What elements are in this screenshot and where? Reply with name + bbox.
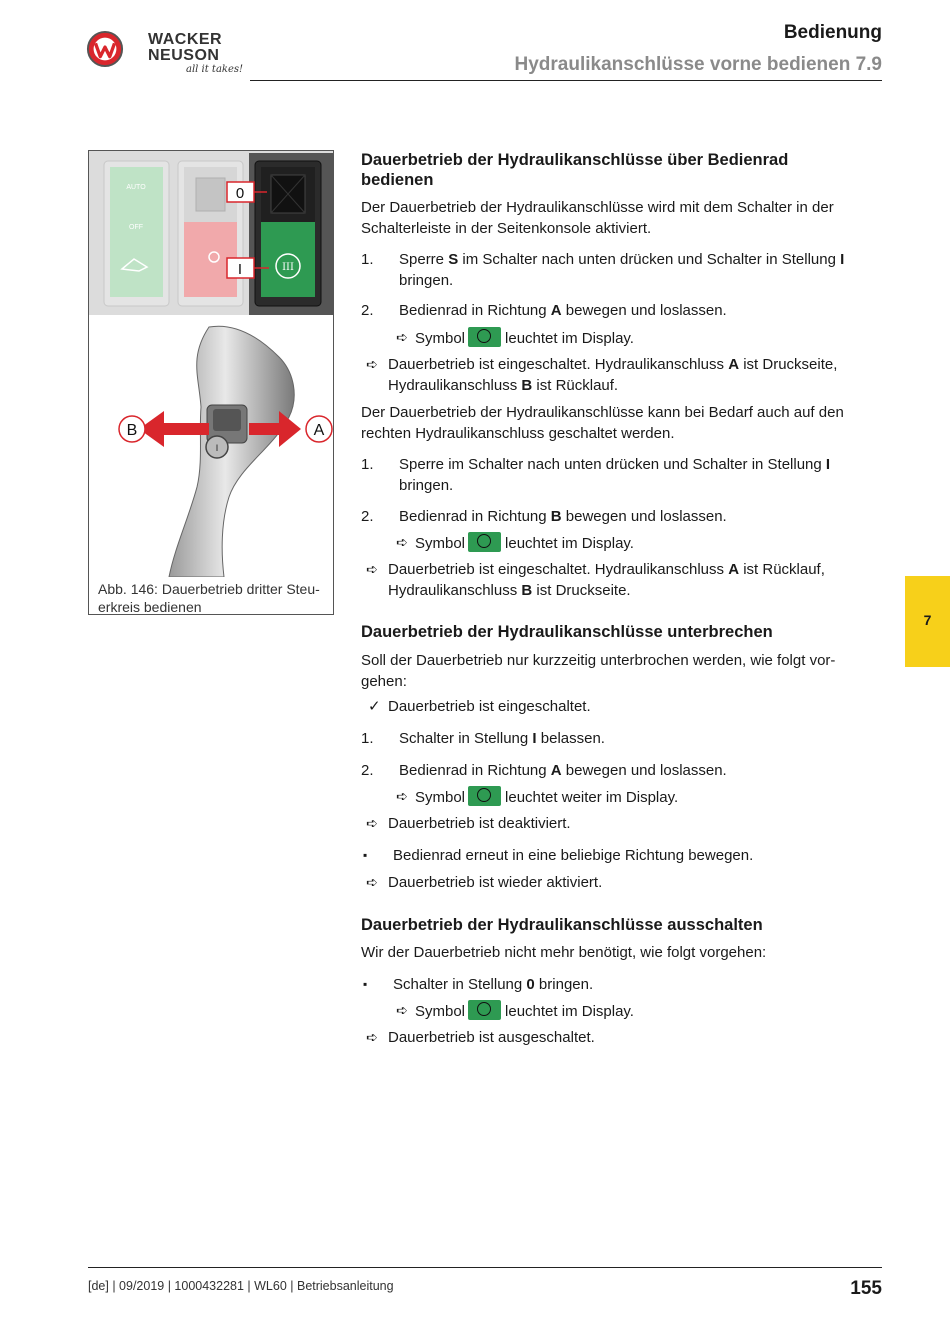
section-heading-line1: Dauerbetrieb der Hydraulikanschlüsse über Bedienrad <box>361 151 789 169</box>
result-arrow-icon: ➪ <box>396 1002 408 1018</box>
step-text: Bedienrad in Richtung B bewegen und loslassen. <box>399 508 727 525</box>
faded-label-off: OFF <box>129 224 143 231</box>
display-symbol-icon <box>468 327 501 347</box>
step-number: 2. <box>361 302 374 319</box>
sub-result-text: Symbol leuchtet weiter im Display. <box>415 786 678 808</box>
switch-panel-illustration <box>89 151 333 315</box>
step-text: Sperre S im Schalter nach unten drücken und Schalter in Stellung I bringen. <box>399 251 845 289</box>
result-arrow-icon: ➪ <box>366 874 378 890</box>
chapter-tab-number: 7 <box>923 612 932 628</box>
figure-caption-line1: Abb. 146: Dauerbetrieb dritter Steu- <box>98 581 320 597</box>
sub-result-text: Symbol leuchtet im Display. <box>415 1000 634 1022</box>
step-text: Bedienrad in Richtung A bewegen und loslassen. <box>399 302 727 319</box>
callout-label-0: 0 <box>235 185 245 202</box>
step-number: 1. <box>361 251 374 268</box>
chapter-title: Bedienung <box>783 22 882 43</box>
bullet-text: Schalter in Stellung 0 bringen. <box>393 976 594 993</box>
step-number: 2. <box>361 508 374 525</box>
page-number: 155 <box>850 1278 882 1299</box>
sub-result-text: Symbol leuchtet im Display. <box>415 327 634 349</box>
result-arrow-icon: ➪ <box>366 1029 378 1045</box>
switch-symbol-III: III <box>282 262 294 273</box>
figure-146 <box>88 150 334 615</box>
arrow-label-b: B <box>126 422 138 439</box>
result-arrow-icon: ➪ <box>366 815 378 831</box>
result-text: Dauerbetrieb ist deaktiviert. <box>388 815 571 832</box>
svg-text:I: I <box>215 443 219 453</box>
intro-line1: Der Dauerbetrieb der Hydraulikanschlüsse wird mit dem Schalter in der <box>361 199 834 216</box>
header-divider <box>250 80 882 81</box>
section-title: Hydraulikanschlüsse vorne bedienen 7.9 <box>514 54 882 75</box>
brand-name-bottom: NEUSON <box>148 47 220 64</box>
result-arrow-icon: ➪ <box>366 356 378 372</box>
arrow-label-a: A <box>313 422 325 439</box>
section-heading-line2: bedienen <box>361 171 434 189</box>
step-text: Bedienrad in Richtung A bewegen und loslassen. <box>399 762 727 779</box>
precondition-text: Dauerbetrieb ist eingeschaltet. <box>388 698 591 715</box>
brand-name-top: WACKER <box>148 31 223 48</box>
sub-result-text: Symbol leuchtet im Display. <box>415 532 634 554</box>
faded-label-auto: AUTO <box>126 184 146 191</box>
section-intro <box>361 197 886 239</box>
section-intro: Wir der Dauerbetrieb nicht mehr benötigt, wie folgt vorgehen: <box>361 944 767 961</box>
footer-divider <box>88 1267 882 1268</box>
display-symbol-icon <box>468 532 501 552</box>
intro-line2: Schalterleiste in der Seitenkonsole aktiviert. <box>361 220 652 237</box>
bullet-icon: ▪ <box>363 848 368 862</box>
step-number: 2. <box>361 762 374 779</box>
wacker-neuson-logo-icon <box>86 30 124 68</box>
joystick-handle-illustration <box>89 317 333 577</box>
paragraph: Der Dauerbetrieb der Hydraulikanschlüsse kann bei Bedarf auch auf den rechten Hydraulikanschluss geschaltet werden. <box>361 404 844 442</box>
result-text: Dauerbetrieb ist ausgeschaltet. <box>388 1029 595 1046</box>
figure-caption <box>98 580 330 616</box>
step-text: Sperre im Schalter nach unten drücken und Schalter in Stellung I bringen. <box>399 456 831 494</box>
result-text: Dauerbetrieb ist eingeschaltet. Hydraulikanschluss A ist Druckseite, Hydraulikanschluss B ist Rücklauf. <box>388 356 838 394</box>
brand-tagline: all it takes! <box>186 64 244 75</box>
section-heading-bedienrad <box>361 150 788 190</box>
figure-caption-line2: erkreis bedienen <box>98 599 202 615</box>
footer-document-info: [de] | 09/2019 | 1000432281 | WL60 | Betriebsanleitung <box>88 1279 394 1293</box>
step-number: 1. <box>361 456 374 473</box>
step-number: 1. <box>361 730 374 747</box>
section-heading-unterbrechen: Dauerbetrieb der Hydraulikanschlüsse unterbrechen <box>361 623 773 641</box>
result-arrow-icon: ➪ <box>396 329 408 345</box>
section-intro: Soll der Dauerbetrieb nur kurzzeitig unterbrochen werden, wie folgt vor- gehen: <box>361 652 836 690</box>
result-arrow-icon: ➪ <box>396 534 408 550</box>
check-icon: ✓ <box>368 698 381 715</box>
result-arrow-icon: ➪ <box>396 788 408 804</box>
display-symbol-icon <box>468 1000 501 1020</box>
result-text: Dauerbetrieb ist eingeschaltet. Hydraulikanschluss A ist Rücklauf, Hydraulikanschluss B ist Druckseite. <box>388 561 825 599</box>
bullet-text: Bedienrad erneut in eine beliebige Richtung bewegen. <box>393 847 754 864</box>
result-text: Dauerbetrieb ist wieder aktiviert. <box>388 874 603 891</box>
callout-label-I: I <box>237 261 243 278</box>
step-text: Schalter in Stellung I belassen. <box>399 730 605 747</box>
section-heading-ausschalten: Dauerbetrieb der Hydraulikanschlüsse ausschalten <box>361 916 763 934</box>
result-arrow-icon: ➪ <box>366 561 378 577</box>
bullet-icon: ▪ <box>363 977 368 991</box>
display-symbol-icon <box>468 786 501 806</box>
